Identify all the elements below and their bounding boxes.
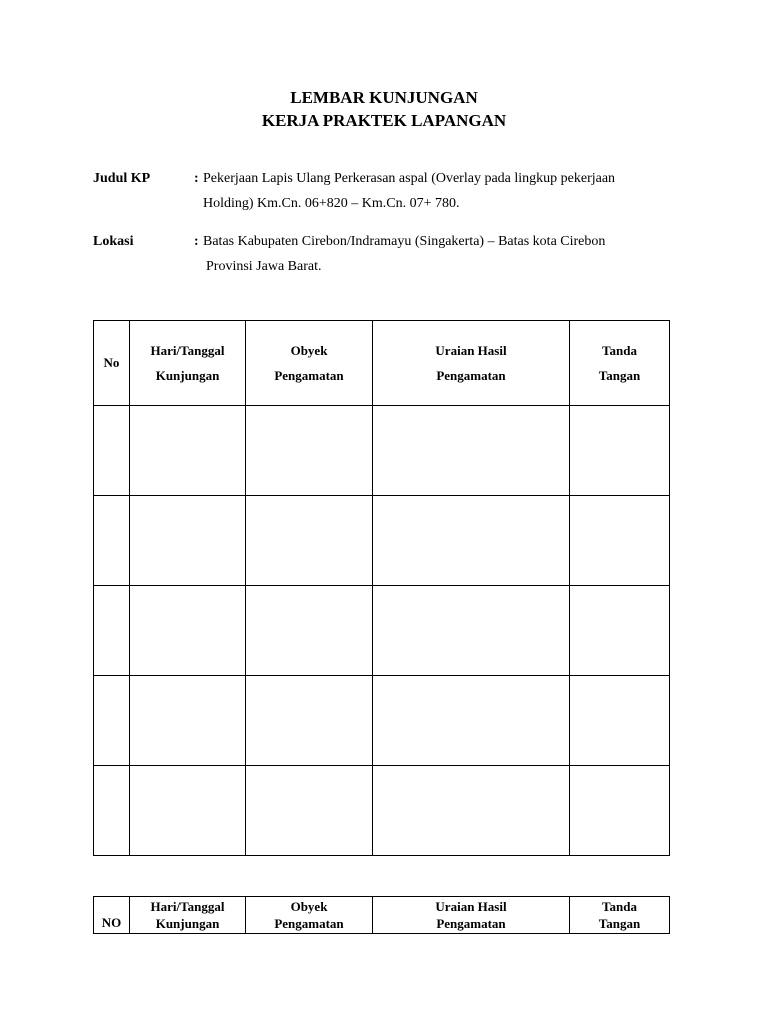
header-uraian: Uraian Hasil Pengamatan xyxy=(373,897,570,934)
lokasi-text-line2: Provinsi Jawa Barat. xyxy=(206,259,322,274)
table-row xyxy=(94,676,670,766)
lokasi-label: Lokasi xyxy=(93,234,134,249)
lokasi-text-line1: Batas Kabupaten Cirebon/Indramayu (Singakerta) – Batas kota Cirebon xyxy=(203,234,606,249)
visit-table-continued xyxy=(93,896,670,934)
header-hari-tanggal: Hari/Tanggal Kunjungan xyxy=(130,321,246,406)
header-hari-tanggal: Hari/Tanggal Kunjungan xyxy=(130,897,246,934)
judul-text-line1: Pekerjaan Lapis Ulang Perkerasan aspal (Overlay pada lingkup pekerjaan xyxy=(203,171,616,186)
table-row xyxy=(94,496,670,586)
cell-no[interactable] xyxy=(94,766,130,856)
lokasi-colon: : xyxy=(194,234,199,249)
header-tanda-tangan: Tanda Tangan xyxy=(570,897,670,934)
cell-hari-tanggal[interactable] xyxy=(130,406,246,496)
cell-hari-tanggal[interactable] xyxy=(130,586,246,676)
judul-text-line2: Holding) Km.Cn. 06+820 – Km.Cn. 07+ 780. xyxy=(203,196,460,211)
cell-hari-tanggal[interactable] xyxy=(130,766,246,856)
cell-no[interactable] xyxy=(94,406,130,496)
header-no: NO xyxy=(94,897,130,934)
cell-no[interactable] xyxy=(94,676,130,766)
cell-no[interactable] xyxy=(94,586,130,676)
header-tanda-tangan: Tanda Tangan xyxy=(570,321,670,406)
cell-uraian[interactable] xyxy=(373,406,570,496)
table-row xyxy=(94,766,670,856)
cell-tanda-tangan[interactable] xyxy=(570,766,670,856)
document-title-line2: KERJA PRAKTEK LAPANGAN xyxy=(261,111,507,130)
header-uraian: Uraian Hasil Pengamatan xyxy=(373,321,570,406)
header-obyek: Obyek Pengamatan xyxy=(246,897,373,934)
cell-hari-tanggal[interactable] xyxy=(130,676,246,766)
cell-uraian[interactable] xyxy=(373,766,570,856)
table-row xyxy=(94,406,670,496)
visit-table xyxy=(93,320,670,856)
cell-tanda-tangan[interactable] xyxy=(570,676,670,766)
visit-table-continued-header-row xyxy=(94,897,670,934)
cell-no[interactable] xyxy=(94,496,130,586)
judul-colon: : xyxy=(194,171,199,186)
cell-obyek[interactable] xyxy=(246,676,373,766)
cell-tanda-tangan[interactable] xyxy=(570,406,670,496)
cell-hari-tanggal[interactable] xyxy=(130,496,246,586)
cell-obyek[interactable] xyxy=(246,766,373,856)
cell-tanda-tangan[interactable] xyxy=(570,586,670,676)
judul-label: Judul KP xyxy=(93,171,151,186)
cell-uraian[interactable] xyxy=(373,676,570,766)
cell-uraian[interactable] xyxy=(373,496,570,586)
cell-obyek[interactable] xyxy=(246,406,373,496)
cell-obyek[interactable] xyxy=(246,586,373,676)
table-row xyxy=(94,586,670,676)
header-no: No xyxy=(94,321,130,406)
cell-obyek[interactable] xyxy=(246,496,373,586)
cell-tanda-tangan[interactable] xyxy=(570,496,670,586)
visit-table-header-row xyxy=(94,321,670,406)
cell-uraian[interactable] xyxy=(373,586,570,676)
header-obyek: Obyek Pengamatan xyxy=(246,321,373,406)
document-title-line1: LEMBAR KUNJUNGAN xyxy=(290,88,478,107)
